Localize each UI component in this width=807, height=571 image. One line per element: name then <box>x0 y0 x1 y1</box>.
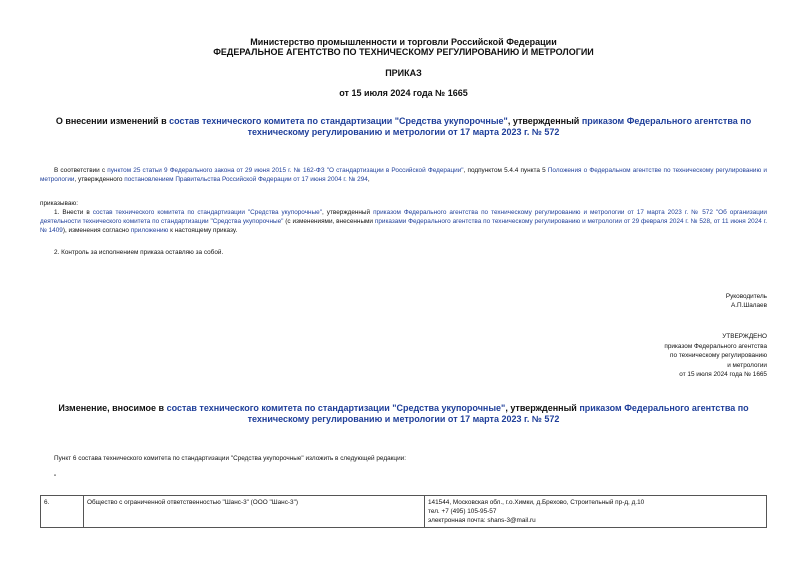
quote-mark: " <box>54 474 57 481</box>
signature-position: Руководитель <box>725 293 767 300</box>
item1-link-organization[interactable]: "Об организации деятельности технического комитета по стандартизации "Средства укупорочные" <box>40 209 767 225</box>
approval-line: УТВЕРЖДЕНО <box>722 333 767 340</box>
title-text: О внесении изменений в <box>55 116 170 126</box>
item1-text: ), изменения согласно <box>62 227 131 234</box>
item1-text: , <box>710 218 714 225</box>
title-text: , утвержденный <box>507 116 582 126</box>
agency-heading: ФЕДЕРАЛЬНОЕ АГЕНТСТВО ПО ТЕХНИЧЕСКОМУ РЕГУЛИРОВАНИЮ И МЕТРОЛОГИИ <box>213 47 594 57</box>
email: электронная почта: shans-3@mail.ru <box>428 517 536 524</box>
amendment-link-order[interactable]: приказом Федерального агентства по техническому регулированию и метрологии от 17 марта 2023 г. № 572 <box>247 403 749 424</box>
amendment-title-text: Изменение, вносимое в <box>58 403 167 413</box>
approval-line: от 15 июля 2024 года № 1665 <box>679 371 767 378</box>
item-1 <box>40 208 767 235</box>
approval-line: приказом Федерального агентства <box>664 342 767 350</box>
item1-text: (с изменениями, внесенными <box>283 218 375 225</box>
preamble-link-regulation[interactable]: Положения о Федеральном агентстве по техническому регулированию и метрологии <box>40 167 767 183</box>
amendment-body: Пункт 6 состава технического комитета по стандартизации "Средства укупорочные" изложить в следующей редакции: <box>54 455 406 462</box>
ministry-heading: Министерство промышленности и торговли Российской Федерации <box>250 37 557 47</box>
members-table <box>40 495 767 528</box>
item1-link-committee[interactable]: состав технического комитета по стандартизации "Средства укупорочные" <box>92 209 322 216</box>
preamble-paragraph <box>40 166 767 184</box>
doc-type-heading: ПРИКАЗ <box>385 68 422 78</box>
table-row <box>41 496 767 528</box>
amendment-title-text: , утвержденный <box>505 403 580 413</box>
contact-cell <box>425 496 767 528</box>
item1-link-amend1[interactable]: приказами Федерального агентства по техническому регулированию и метрологии от 29 февраля 2024 г. № 528 <box>374 218 711 225</box>
title-link-committee[interactable]: состав технического комитета по стандартизации "Средства укупорочные" <box>169 116 508 126</box>
preamble-text: , <box>367 176 370 183</box>
preamble-link-decree[interactable]: постановлением Правительства Российской Федерации от 17 июня 2004 г. № 294 <box>124 176 368 183</box>
signature-block <box>726 292 767 310</box>
organization-name: Общество с ограниченной ответственностью "Шанс-3" (ООО "Шанс-3") <box>84 496 425 528</box>
preamble-text: В соответствии с <box>54 167 108 174</box>
approval-line: по техническому регулированию <box>670 352 767 359</box>
item1-text: , утвержденный <box>322 209 374 216</box>
item1-link-order[interactable]: приказом Федерального агентства по техническому регулированию и метрологии от 17 марта 2023 г. № 572 <box>373 209 713 216</box>
signature-name: А.П.Шалаев <box>730 302 767 309</box>
approval-line: и метрологии <box>727 361 767 369</box>
item1-link-amend2[interactable]: от 11 июня 2024 г. № 1409 <box>40 218 767 234</box>
item1-text: 1. Внести в <box>54 209 93 216</box>
amendment-link-committee[interactable]: состав технического комитета по стандартизации "Средства укупорочные" <box>166 403 506 413</box>
amendment-title <box>40 403 767 425</box>
address: 141544, Московская обл., г.о.Химки, д.Брехово, Строительный пр-д, д.10 <box>428 499 645 506</box>
item1-text: к настоящему приказу. <box>168 227 238 234</box>
row-number: 6. <box>41 496 84 528</box>
approval-block <box>664 332 767 380</box>
preamble-text: , подпунктом 5.4.4 пункта 5 <box>463 167 548 174</box>
order-word: приказываю: <box>40 200 78 207</box>
preamble-text: , утвержденного <box>74 176 125 183</box>
date-number: от 15 июля 2024 года № 1665 <box>339 88 468 98</box>
phone: тел. +7 (495) 105-95-57 <box>428 508 497 515</box>
document-title <box>40 116 767 138</box>
title-link-order[interactable]: приказом Федерального агентства по техническому регулированию и метрологии от 17 марта 2023 г. № 572 <box>247 116 752 137</box>
item-2: 2. Контроль за исполнением приказа оставляю за собой. <box>54 249 224 256</box>
item1-link-appendix[interactable]: приложению <box>130 227 169 234</box>
preamble-link-law[interactable]: пунктом 25 статьи 9 Федерального закона от 29 июня 2015 г. № 162-ФЗ "О стандартизации в Российской Федерации" <box>107 167 464 174</box>
